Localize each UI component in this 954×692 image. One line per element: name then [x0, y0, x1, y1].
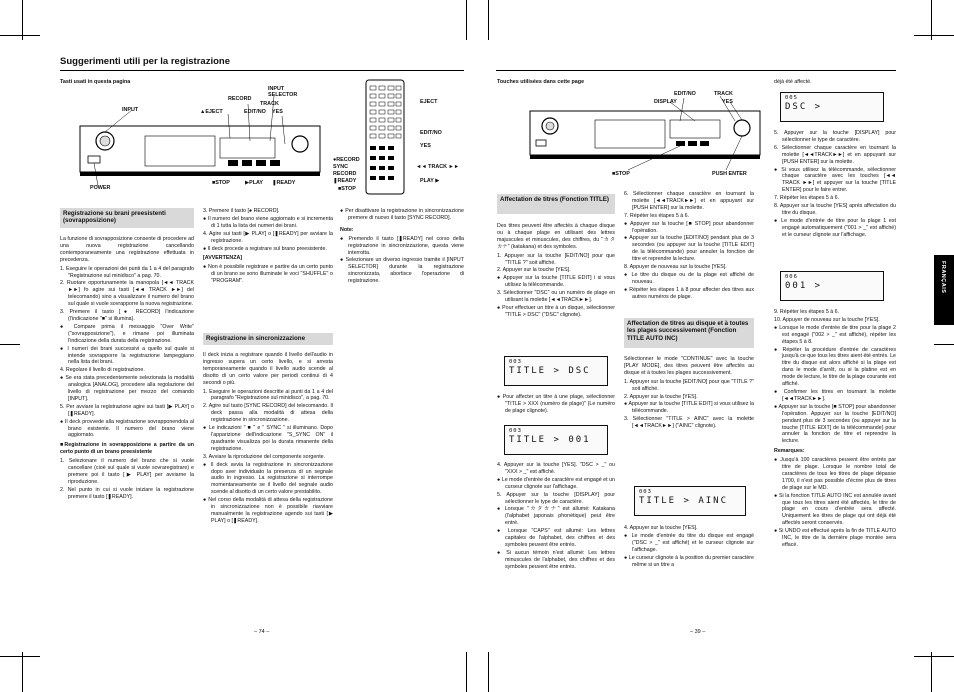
right-column-2b — [624, 356, 754, 431]
language-tab-label: FRANÇAIS — [940, 261, 946, 294]
section-heading: Registrazione in sincronizzazione — [203, 333, 333, 345]
list-item: 3. Sélectionner "DSC" ou un numéro de plage en utilisant la molette [◄◄TRACK►►]. — [497, 290, 615, 304]
label-track-right: TRACK — [714, 91, 733, 97]
left-column-3 — [340, 208, 464, 286]
paragraph: déjà été affecté. — [774, 79, 812, 85]
list-item: ● Répéter la procédure d'entrée de caractères jusqu'à ce que tous les titres aient été entrés. Le titre du disque est alors affiché si la plage est dans le mode d'arrêt, ou si la platine est en mode de lecture, le titre de la plage courante est affiché. — [774, 346, 896, 388]
label-yes: YES — [272, 109, 283, 115]
list-item: ● Selezionare un diverso ingresso tramite il [INPUT SELECTOR] durante la registrazione sincronizzata, abortisce l'operazione di registrazione. — [340, 257, 464, 285]
remote-label-record: ●RECORD — [333, 157, 360, 163]
list-item: 3. Premere il tasto [● RECORD] l'indicazione (l'indicazione "■" si illumina). — [60, 309, 194, 322]
list-item: 2. Appuyer sur la touche [YES]. — [624, 393, 698, 400]
lcd-text: DSC > — [785, 102, 823, 112]
label-power: POWER — [90, 185, 111, 191]
list-item: 5. Appuyer sur la touche [DISPLAY] pour sélectionner le type de caractère. — [774, 130, 896, 143]
list-item: 1. Eseguire le operazioni descritte ai punti da 1 a 4 del paragrafo "Registrazione sul minidisco", a pag. 70. — [203, 388, 333, 402]
list-item: 3. Premere il tasto [● RECORD]. — [203, 208, 280, 214]
page-number-left: – 74 – — [254, 629, 270, 635]
label-display-right: DISPLAY — [654, 99, 677, 105]
right-column-1c — [497, 462, 615, 572]
lcd-text: TITLE > 001 — [509, 435, 591, 445]
remote-label-track: ◄◄ TRACK ►► — [416, 164, 460, 170]
label-track: TRACK — [260, 101, 279, 107]
section-heading: Affectation de titres (Fonction TITLE) — [497, 194, 615, 214]
list-item: 1. Appuyer sur la touche [EDIT/NO] pour que "TITLE ?" soit affiché. — [497, 252, 615, 266]
page-title: Suggerimenti utili per la registrazione — [60, 56, 230, 67]
list-item: ● Il numero del brano viene aggiornato e si incrementa di 1 tutta la lista dei numeri dei brani. — [203, 215, 333, 229]
list-item: 7. Répéter les étapes 5 à 6. — [624, 212, 690, 219]
list-item: 6. Sélectionner chaque caractère en tournant la molette [◄◄TRACK►►] et en appuyant sur [PUSH ENTER] sur la molette. — [774, 144, 896, 165]
crop-mark — [0, 35, 40, 36]
list-item: 4. Regolare il livello di registrazione. — [60, 367, 145, 374]
language-tab — [934, 255, 954, 325]
list-item: ● Si aucun témoin n'est allumé: Les lettres minuscules de l'alphabet, des chiffres et des symboles peuvent être entrés. — [497, 549, 615, 570]
label-push-enter-right: PUSH ENTER — [712, 171, 747, 177]
list-item: ● Appuyer sur la touche [■ STOP] pour abandonner l'opération. — [624, 220, 754, 234]
header-rule-right — [496, 70, 896, 71]
list-item: ● Nel corso della modalità di attesa della registrazione in sincronizzazione non è possibile riavviare manualmente la registrazione agendo sui tasti [▶ PLAY] o [❚READY]. — [203, 497, 333, 524]
list-item: 6. Sélectionner chaque caractère en tournant la molette [◄◄TRACK►►] et en appuyant sur [PUSH ENTER] sur la molette. — [624, 191, 754, 211]
list-item: 3. Avviare la riproduzione del componente sorgente. — [203, 453, 326, 460]
list-item: ● Jusqu'à 100 caractères peuvent être entrés par titre de plage. Lorsque le nombre total de caractères de tous les titres de plage dépasse 1700, il n'est pas possible d'écrire plus de titres de plage sur le MD. — [774, 457, 896, 491]
list-item: ● Pour effectuer un titre à un disque, sélectionner "TITLE > DSC" ("DSC" clignote). — [497, 304, 615, 318]
list-item: 9. Répéter les étapes 5 à 6. — [774, 309, 840, 315]
label-record: RECORD — [228, 96, 252, 102]
right-column-3 — [774, 130, 896, 240]
left-column-2b — [203, 352, 333, 526]
label-stop: ■STOP — [212, 180, 230, 186]
list-item: ● Répéter les étapes 1 à 8 pour affecter des titres aux autres numéros de plage. — [624, 286, 754, 300]
right-column-1 — [497, 223, 615, 320]
list-item: ● Si UNDO est effectué après la fin de TITLE AUTO INC, le titre de la dernière plage montée sera effacé. — [774, 528, 896, 548]
crop-mark — [931, 0, 932, 40]
label-ready: ❚READY — [272, 180, 296, 186]
list-item: ● Le indicazioni " ■ " e " SYNC " si illuminano. Dopo l'apparizione dell'indicazione "S_SYNC ON" il quadrante visualizza poi la durata rimanente della registrazione. — [203, 425, 333, 452]
label-play: ▶PLAY — [245, 180, 264, 186]
label-edit-no-right: EDIT/NO — [674, 91, 696, 97]
remote-label-eject: EJECT — [420, 99, 438, 105]
list-item: ● Appuyer sur la touche [TITLE EDIT] i si vous utilisez la télécommande. — [497, 275, 615, 289]
list-item: 7. Répéter les étapes 5 à 6. — [774, 195, 840, 202]
list-item: ● Lorsque le mode d'entrée de titre pour la plage 2 est engagé ("002 > _" est affiché), répéter les étapes 5 à 8. — [774, 324, 896, 345]
list-item: ● Il deck procede a registrare sul brano preesistente. — [203, 245, 327, 252]
list-item: ● Le curseur clignote à la position du premier caractère même si un titre a — [624, 554, 754, 568]
remote-label-play: PLAY ▶ — [420, 178, 440, 184]
crop-mark — [931, 652, 932, 692]
list-item: ● Per disattivare la registrazione in sincronizzazione premere di nuovo il tasto [SYNC RECORD]. — [340, 208, 464, 221]
paragraph: La funzione di sovrapposizione consente di procedere ad una nuova registrazione cancellando contemporaneamente una registrazione effettuata in precedenza. — [60, 236, 194, 263]
list-item: ● Appuyer sur la touche [TITLE EDIT] si vous utilisez la télécommande. — [624, 401, 754, 415]
lcd-text: TITLE > AINC — [639, 496, 729, 506]
list-item: ● Premendo il tasto [❚READY] nel corso della registrazione in sincronizzazione, questa viene interrotta. — [340, 235, 464, 256]
list-item: ● Le mode d'entrée du titre du disque est engagé ("DSC > _" est affiché) et le curseur clignote sur l'affichage. — [624, 532, 754, 553]
list-item: ● Confirmer les titres en tournant la molette [◄◄TRACK►►]. — [774, 388, 896, 402]
lcd-display — [504, 425, 608, 455]
header-rule-left — [60, 70, 464, 71]
list-item: 10. Appuyer de nouveau sur la touche [YES]. — [774, 316, 880, 323]
lcd-track-number: 006 — [785, 274, 798, 280]
lcd-display — [634, 486, 746, 516]
list-item: ● Se era stata precedentemente selezionata la modalità analogica [ANALOG], procedere alla regolazione del livello di registrazione per mezzo del comando [INPUT]. — [60, 375, 194, 402]
list-item: ● Le titre du disque ou de la plage est affiché de nouveau. — [624, 271, 754, 285]
left-column-2 — [203, 208, 333, 286]
keys-caption-right: Touches utilisées dans cette page — [497, 79, 585, 85]
lcd-track-number: 003 — [509, 359, 522, 365]
list-item: ● Lorsque "カタカナ" est allumé: Katakana (l'alphabet japonais phonétique) peut être entré. — [497, 506, 615, 527]
list-item: ● Pour affecter un titre à une plage, sélectionner "TITLE > XXX (numéro de plage)" (Le numéro de plage clignote). — [497, 394, 615, 414]
list-item: 4. Agire sui tasti [▶ PLAY] o [❚READY] per avviare la registrazione. — [203, 230, 333, 244]
crop-mark — [466, 652, 467, 692]
list-item: ● Lorsque "CAPS" est allumé: Les lettres capitales de l'alphabet, des chiffres et des symboles peuvent être entrés. — [497, 528, 615, 548]
crop-mark — [934, 344, 954, 345]
lcd-display — [780, 271, 884, 301]
list-item: ● Appuyer sur la touche [EDIT/NO] pendant plus de 3 secondes (ou appuyer sur la touche [TITLE EDIT] de la télécommande) pour annuler la fonction de titre et reprendre la lecture. — [624, 235, 754, 263]
list-item: 5. Appuyer sur la touche [DISPLAY] pour sélectionner le type de caractère. — [497, 491, 615, 505]
lcd-display — [504, 356, 608, 386]
subheading: Remarques: — [774, 448, 805, 455]
list-item: ● Le mode d'entrée de titre pour la plage 1 est engagé automatiquement ("001 > _" est affiché) et le curseur clignote sur l'affichage. — [774, 217, 896, 238]
lcd-track-number: 003 — [639, 489, 652, 495]
lcd-track-number: 005 — [785, 95, 798, 101]
crop-mark — [0, 656, 40, 657]
crop-mark — [914, 656, 954, 657]
crop-mark — [466, 0, 467, 40]
label-stop-right: ■STOP — [612, 171, 630, 177]
list-item: ● Non è possibile registrare e partire da un certo punto di un brano se sono illuminate le voci "SHUFFLE" o "PROGRAM". — [203, 264, 333, 285]
list-item: 2. Agire sul tasto [SYNC RECORD] del telecomando. Il deck passa alla modalità di attesa della registrazione in sincronizzazione. — [203, 403, 333, 424]
lcd-text: TITLE > DSC — [509, 366, 591, 376]
list-item: 4. Appuyer sur la touche [YES]. "DSC > _" ou "XXX > _" est affiché. — [497, 462, 615, 475]
list-item: 2. Nel punto in cui si vuole iniziare la registrazione premere il tasto [❚READY]. — [60, 486, 194, 500]
list-item: ● I numeri dei brani successivi a quello sul quale si intende sovrapporre la registrazione lampeggiano nella lista dei brani. — [60, 345, 194, 366]
label-yes-right: YES — [722, 99, 733, 105]
label-eject: ▲EJECT — [200, 109, 223, 115]
remote-label-sync: SYNC — [333, 164, 348, 170]
keys-caption-left: Tasti usati in questa pagina — [60, 79, 131, 85]
list-item: ● Si la fonction TITLE AUTO INC est annulée avant que tous les titres aient été affectés, le titre de plage en cours d'entrée sera affecté. Uniquement les titres de plage qui ont déjà été affectés seront conservés. — [774, 492, 896, 527]
remote-label-record2: RECORD — [333, 171, 357, 177]
right-column-2c — [624, 525, 754, 569]
crop-mark — [22, 0, 23, 40]
crop-mark — [914, 35, 954, 36]
list-item: 2. Appuyer sur la touche [YES]. — [497, 267, 571, 274]
section-heading: Affectation de titres au disque et à toutes les plages successivement (Fonction TITLE AUTO INC) — [624, 318, 754, 348]
remote-label-stop: ■STOP — [338, 186, 356, 192]
right-column-2 — [624, 191, 754, 302]
list-item: ● Il deck avvia la registrazione in sincronizzazione dopo aver individuato la presenza di un segnale audio in ingresso. La registrazione si interrompe momentaneamente se il livello del segnale audio scende al disotto di un certo valore prestabilito. — [203, 461, 333, 496]
list-item: ● Il deck provvede alla registrazione sovrapponendola al brano esistente. Il numero del brano viene aggiornato. — [60, 418, 194, 439]
paragraph: Des titres peuvent être affectés à chaque disque ou à chaque plage en utilisant des lettres majuscules et minuscules, des chiffres, du "カタカナ" (katakana) et des symboles. — [497, 223, 615, 250]
section-heading: Registrazione su brani preesistenti (sovrapposizione) — [60, 208, 194, 228]
remote-label-yes: YES — [420, 143, 431, 149]
right-column-1b — [497, 394, 615, 416]
subheading: ■Registrazione in sovrapposizione a partire da un certo punto di un brano preesistente — [60, 442, 194, 456]
list-item: 3. Sélectionner "TITLE > AINC" avec la molette [◄◄TRACK►►] ("AINC" clignote). — [624, 416, 754, 430]
paragraph: Sélectionner le mode "CONTINUE" avec la touche [PLAY MODE], des titres peuvent être affectés au disque et à toutes les plages successivement. — [624, 356, 754, 376]
list-item: ● Appuyer sur la touche [■ STOP] pour abandonner l'opération. Appuyer sur la touche [EDIT/NO] pendant plus de 3 secondes (ou appuyer sur la touche [TITLE EDIT] de la télécommande) pour annuler la fonction de titre et reprendre la lecture. — [774, 403, 896, 445]
right-column-3-top — [774, 79, 896, 88]
crop-mark — [488, 0, 489, 40]
lcd-text: 001 > — [785, 281, 823, 291]
label-edit-no: EDIT/NO — [244, 109, 266, 115]
lcd-track-number: 003 — [509, 428, 522, 434]
list-item: 2. Ruotare opportunamente la manopola [◄◄ TRACK ►►] fo agire sui tasti [◄◄ TRACK ►►] del telecomando) sino a visualizzare il numero del brano sul quale si vuole sovrapporre la nuova registrazione. — [60, 280, 194, 308]
remote-label-ready: ❚READY — [333, 178, 357, 184]
list-item: ● Compare prima il messaggio "Over Write" ("sovrapposizione"), e rimane poi illuminata l'indicazione della durata della registrazione. — [60, 323, 194, 344]
label-input-selector: INPUT SELECTOR — [268, 86, 298, 98]
list-item: ● Si vous utilisez la télécommande, sélectionner chaque caractère avec les touches [◄◄ TRACK ►►] et appuyer sur la touche [TITLE ENTER] pour le faire entrer. — [774, 166, 896, 194]
list-item: 5. Per avviare la registrazione agire sui tasti [▶ PLAY] o [❚READY]. — [60, 403, 194, 417]
crop-mark — [22, 652, 23, 692]
subheading: [AVVERTENZA] — [203, 255, 243, 262]
paragraph: Il deck inizia a registrare quando il livello dell'audio in ingresso supera un certo livello, e si arresta temporaneamente quando il livello audio scende al disotto di un certo valore per periodi continui di 4 secondi o più. — [203, 352, 333, 386]
subheading: Note: — [340, 226, 354, 233]
list-item: 1. Selezionare il numero del brano che si vuole cancellare (cioè sul quale si vuole sovraregistrare) e premere poi il tasto [▶ PLAY] per avviarne la riproduzione. — [60, 458, 194, 485]
remote-illustration — [360, 76, 410, 198]
list-item: 1. Eseguire le operazioni dei punti da 1 a 4 del paragrafo "Registrazione sul minidisco" a pag. 70. — [60, 265, 194, 279]
list-item: ● Le mode d'entrée de caractère est engagé et un curseur clignote sur l'affichage. — [497, 476, 615, 490]
page-number-right: – 39 – — [690, 629, 706, 635]
list-item: 8. Appuyer sur la touche [YES] après affectation du titre du disque. — [774, 203, 896, 216]
crop-mark — [0, 344, 20, 345]
list-item: 1. Appuyer sur la touche [EDIT/NO] pour que "TITLE ?" soit affiché. — [624, 378, 754, 392]
label-input: INPUT — [122, 107, 139, 113]
list-item: 4. Appuyer sur la touche [YES]. — [624, 525, 698, 531]
lcd-display — [780, 92, 884, 122]
right-column-3b — [774, 309, 896, 550]
left-column-1 — [60, 236, 194, 502]
list-item: 8. Appuyer de nouveau sur la touche [YES]. — [624, 264, 727, 271]
crop-mark — [488, 652, 489, 692]
remote-label-edit-no: EDIT/NO — [420, 130, 442, 136]
